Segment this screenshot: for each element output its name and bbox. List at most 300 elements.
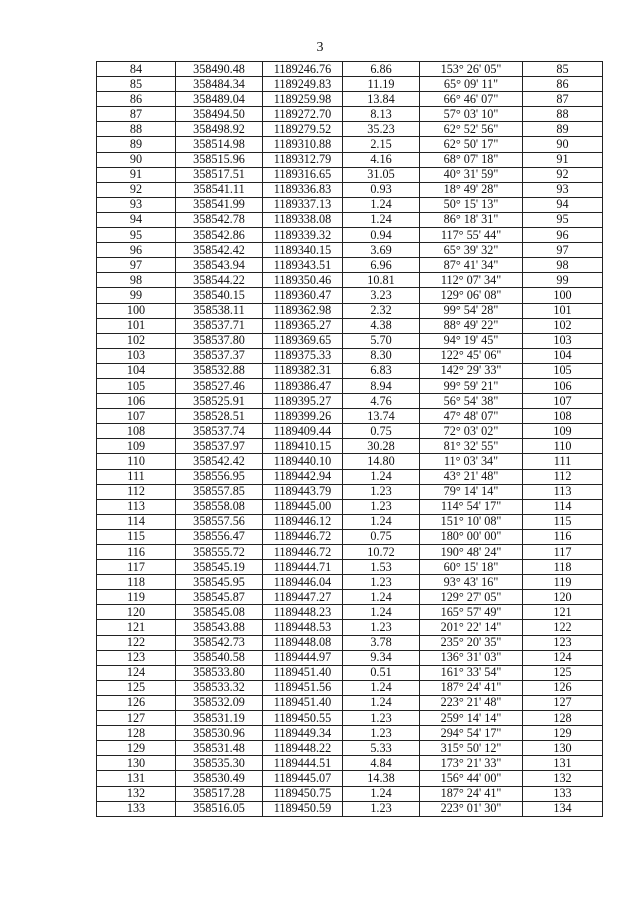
point-number-cell: 106 xyxy=(97,394,176,409)
y-coordinate-cell: 1189445.07 xyxy=(263,771,343,786)
table-row xyxy=(97,605,603,620)
x-coordinate-cell: 358557.56 xyxy=(176,514,263,529)
distance-cell: 0.93 xyxy=(343,182,420,197)
bearing-cell: 156° 44' 00" xyxy=(420,771,523,786)
bearing-cell: 187° 24' 41" xyxy=(420,786,523,801)
y-coordinate-cell: 1189446.12 xyxy=(263,514,343,529)
next-point-cell: 100 xyxy=(523,288,603,303)
y-coordinate-cell: 1189446.72 xyxy=(263,529,343,544)
next-point-cell: 87 xyxy=(523,92,603,107)
bearing-cell: 94° 19' 45" xyxy=(420,333,523,348)
bearing-cell: 151° 10' 08" xyxy=(420,514,523,529)
next-point-cell: 113 xyxy=(523,484,603,499)
distance-cell: 6.96 xyxy=(343,258,420,273)
x-coordinate-cell: 358542.73 xyxy=(176,635,263,650)
table-row xyxy=(97,62,603,77)
next-point-cell: 86 xyxy=(523,77,603,92)
bearing-cell: 315° 50' 12" xyxy=(420,741,523,756)
distance-cell: 13.74 xyxy=(343,409,420,424)
distance-cell: 1.23 xyxy=(343,620,420,635)
point-number-cell: 91 xyxy=(97,167,176,182)
next-point-cell: 120 xyxy=(523,590,603,605)
point-number-cell: 110 xyxy=(97,454,176,469)
point-number-cell: 115 xyxy=(97,529,176,544)
distance-cell: 1.23 xyxy=(343,711,420,726)
x-coordinate-cell: 358531.48 xyxy=(176,741,263,756)
bearing-cell: 93° 43' 16" xyxy=(420,575,523,590)
bearing-cell: 235° 20' 35" xyxy=(420,635,523,650)
x-coordinate-cell: 358545.08 xyxy=(176,605,263,620)
table-row xyxy=(97,635,603,650)
point-number-cell: 117 xyxy=(97,560,176,575)
next-point-cell: 121 xyxy=(523,605,603,620)
y-coordinate-cell: 1189448.22 xyxy=(263,741,343,756)
point-number-cell: 114 xyxy=(97,514,176,529)
table-body xyxy=(97,62,603,817)
point-number-cell: 86 xyxy=(97,92,176,107)
table-row xyxy=(97,318,603,333)
table-row xyxy=(97,258,603,273)
x-coordinate-cell: 358532.09 xyxy=(176,695,263,710)
bearing-cell: 65° 39' 32" xyxy=(420,243,523,258)
x-coordinate-cell: 358537.71 xyxy=(176,318,263,333)
distance-cell: 1.23 xyxy=(343,575,420,590)
next-point-cell: 133 xyxy=(523,786,603,801)
table-row xyxy=(97,137,603,152)
y-coordinate-cell: 1189310.88 xyxy=(263,137,343,152)
distance-cell: 1.53 xyxy=(343,560,420,575)
x-coordinate-cell: 358537.97 xyxy=(176,439,263,454)
distance-cell: 6.83 xyxy=(343,363,420,378)
x-coordinate-cell: 358542.42 xyxy=(176,454,263,469)
point-number-cell: 111 xyxy=(97,469,176,484)
table-row xyxy=(97,348,603,363)
x-coordinate-cell: 358531.19 xyxy=(176,711,263,726)
y-coordinate-cell: 1189442.94 xyxy=(263,469,343,484)
point-number-cell: 89 xyxy=(97,137,176,152)
table-row xyxy=(97,786,603,801)
table-row xyxy=(97,122,603,137)
bearing-cell: 66° 46' 07" xyxy=(420,92,523,107)
y-coordinate-cell: 1189259.98 xyxy=(263,92,343,107)
bearing-cell: 79° 14' 14" xyxy=(420,484,523,499)
x-coordinate-cell: 358545.87 xyxy=(176,590,263,605)
bearing-cell: 112° 07' 34" xyxy=(420,273,523,288)
point-number-cell: 132 xyxy=(97,786,176,801)
distance-cell: 9.34 xyxy=(343,650,420,665)
next-point-cell: 119 xyxy=(523,575,603,590)
x-coordinate-cell: 358555.72 xyxy=(176,545,263,560)
next-point-cell: 129 xyxy=(523,726,603,741)
x-coordinate-cell: 358490.48 xyxy=(176,62,263,77)
bearing-cell: 99° 59' 21" xyxy=(420,378,523,393)
distance-cell: 0.75 xyxy=(343,424,420,439)
table-row xyxy=(97,273,603,288)
bearing-cell: 223° 21' 48" xyxy=(420,695,523,710)
bearing-cell: 81° 32' 55" xyxy=(420,439,523,454)
bearing-cell: 65° 09' 11" xyxy=(420,77,523,92)
y-coordinate-cell: 1189447.27 xyxy=(263,590,343,605)
x-coordinate-cell: 358537.37 xyxy=(176,348,263,363)
x-coordinate-cell: 358544.22 xyxy=(176,273,263,288)
distance-cell: 0.75 xyxy=(343,529,420,544)
next-point-cell: 99 xyxy=(523,273,603,288)
bearing-cell: 56° 54' 38" xyxy=(420,394,523,409)
table-row xyxy=(97,333,603,348)
table-row xyxy=(97,801,603,816)
x-coordinate-cell: 358517.51 xyxy=(176,167,263,182)
bearing-cell: 87° 41' 34" xyxy=(420,258,523,273)
distance-cell: 0.94 xyxy=(343,228,420,243)
y-coordinate-cell: 1189249.83 xyxy=(263,77,343,92)
bearing-cell: 294° 54' 17" xyxy=(420,726,523,741)
distance-cell: 1.24 xyxy=(343,469,420,484)
table-row xyxy=(97,394,603,409)
distance-cell: 3.23 xyxy=(343,288,420,303)
y-coordinate-cell: 1189449.34 xyxy=(263,726,343,741)
next-point-cell: 126 xyxy=(523,680,603,695)
next-point-cell: 90 xyxy=(523,137,603,152)
next-point-cell: 110 xyxy=(523,439,603,454)
next-point-cell: 114 xyxy=(523,499,603,514)
distance-cell: 1.24 xyxy=(343,695,420,710)
distance-cell: 30.28 xyxy=(343,439,420,454)
distance-cell: 1.23 xyxy=(343,484,420,499)
next-point-cell: 130 xyxy=(523,741,603,756)
x-coordinate-cell: 358489.04 xyxy=(176,92,263,107)
point-number-cell: 98 xyxy=(97,273,176,288)
next-point-cell: 85 xyxy=(523,62,603,77)
y-coordinate-cell: 1189246.76 xyxy=(263,62,343,77)
x-coordinate-cell: 358516.05 xyxy=(176,801,263,816)
point-number-cell: 120 xyxy=(97,605,176,620)
bearing-cell: 142° 29' 33" xyxy=(420,363,523,378)
table-row xyxy=(97,469,603,484)
point-number-cell: 88 xyxy=(97,122,176,137)
point-number-cell: 96 xyxy=(97,243,176,258)
x-coordinate-cell: 358484.34 xyxy=(176,77,263,92)
y-coordinate-cell: 1189443.79 xyxy=(263,484,343,499)
table-row xyxy=(97,107,603,122)
point-number-cell: 130 xyxy=(97,756,176,771)
bearing-cell: 43° 21' 48" xyxy=(420,469,523,484)
next-point-cell: 92 xyxy=(523,167,603,182)
next-point-cell: 107 xyxy=(523,394,603,409)
distance-cell: 4.38 xyxy=(343,318,420,333)
next-point-cell: 96 xyxy=(523,228,603,243)
x-coordinate-cell: 358556.95 xyxy=(176,469,263,484)
y-coordinate-cell: 1189365.27 xyxy=(263,318,343,333)
y-coordinate-cell: 1189316.65 xyxy=(263,167,343,182)
x-coordinate-cell: 358537.80 xyxy=(176,333,263,348)
table-row xyxy=(97,560,603,575)
y-coordinate-cell: 1189446.72 xyxy=(263,545,343,560)
distance-cell: 1.23 xyxy=(343,499,420,514)
distance-cell: 1.24 xyxy=(343,212,420,227)
next-point-cell: 97 xyxy=(523,243,603,258)
table-row xyxy=(97,711,603,726)
next-point-cell: 124 xyxy=(523,650,603,665)
next-point-cell: 108 xyxy=(523,409,603,424)
x-coordinate-cell: 358540.58 xyxy=(176,650,263,665)
next-point-cell: 123 xyxy=(523,635,603,650)
x-coordinate-cell: 358517.28 xyxy=(176,786,263,801)
y-coordinate-cell: 1189444.97 xyxy=(263,650,343,665)
table-row xyxy=(97,484,603,499)
next-point-cell: 118 xyxy=(523,560,603,575)
bearing-cell: 60° 15' 18" xyxy=(420,560,523,575)
point-number-cell: 101 xyxy=(97,318,176,333)
point-number-cell: 116 xyxy=(97,545,176,560)
point-number-cell: 113 xyxy=(97,499,176,514)
bearing-cell: 86° 18' 31" xyxy=(420,212,523,227)
x-coordinate-cell: 358545.19 xyxy=(176,560,263,575)
next-point-cell: 95 xyxy=(523,212,603,227)
y-coordinate-cell: 1189448.08 xyxy=(263,635,343,650)
point-number-cell: 94 xyxy=(97,212,176,227)
point-number-cell: 112 xyxy=(97,484,176,499)
table-row xyxy=(97,680,603,695)
distance-cell: 1.23 xyxy=(343,726,420,741)
table-row xyxy=(97,197,603,212)
distance-cell: 3.69 xyxy=(343,243,420,258)
bearing-cell: 99° 54' 28" xyxy=(420,303,523,318)
bearing-cell: 153° 26' 05" xyxy=(420,62,523,77)
point-number-cell: 109 xyxy=(97,439,176,454)
next-point-cell: 109 xyxy=(523,424,603,439)
x-coordinate-cell: 358498.92 xyxy=(176,122,263,137)
next-point-cell: 122 xyxy=(523,620,603,635)
point-number-cell: 126 xyxy=(97,695,176,710)
distance-cell: 8.94 xyxy=(343,378,420,393)
y-coordinate-cell: 1189312.79 xyxy=(263,152,343,167)
table-row xyxy=(97,439,603,454)
distance-cell: 1.24 xyxy=(343,786,420,801)
table-row xyxy=(97,756,603,771)
coordinates-table xyxy=(96,61,603,817)
next-point-cell: 98 xyxy=(523,258,603,273)
y-coordinate-cell: 1189395.27 xyxy=(263,394,343,409)
y-coordinate-cell: 1189343.51 xyxy=(263,258,343,273)
point-number-cell: 93 xyxy=(97,197,176,212)
table-row xyxy=(97,182,603,197)
bearing-cell: 187° 24' 41" xyxy=(420,680,523,695)
table-row xyxy=(97,620,603,635)
distance-cell: 1.24 xyxy=(343,197,420,212)
bearing-cell: 259° 14' 14" xyxy=(420,711,523,726)
bearing-cell: 173° 21' 33" xyxy=(420,756,523,771)
x-coordinate-cell: 358533.80 xyxy=(176,665,263,680)
y-coordinate-cell: 1189279.52 xyxy=(263,122,343,137)
point-number-cell: 128 xyxy=(97,726,176,741)
y-coordinate-cell: 1189369.65 xyxy=(263,333,343,348)
x-coordinate-cell: 358528.51 xyxy=(176,409,263,424)
next-point-cell: 125 xyxy=(523,665,603,680)
point-number-cell: 107 xyxy=(97,409,176,424)
y-coordinate-cell: 1189444.51 xyxy=(263,756,343,771)
x-coordinate-cell: 358530.49 xyxy=(176,771,263,786)
distance-cell: 2.32 xyxy=(343,303,420,318)
table-row xyxy=(97,378,603,393)
next-point-cell: 111 xyxy=(523,454,603,469)
distance-cell: 31.05 xyxy=(343,167,420,182)
next-point-cell: 104 xyxy=(523,348,603,363)
next-point-cell: 105 xyxy=(523,363,603,378)
distance-cell: 11.19 xyxy=(343,77,420,92)
point-number-cell: 118 xyxy=(97,575,176,590)
x-coordinate-cell: 358494.50 xyxy=(176,107,263,122)
point-number-cell: 90 xyxy=(97,152,176,167)
y-coordinate-cell: 1189337.13 xyxy=(263,197,343,212)
next-point-cell: 132 xyxy=(523,771,603,786)
point-number-cell: 105 xyxy=(97,378,176,393)
y-coordinate-cell: 1189336.83 xyxy=(263,182,343,197)
x-coordinate-cell: 358530.96 xyxy=(176,726,263,741)
table-row xyxy=(97,514,603,529)
x-coordinate-cell: 358535.30 xyxy=(176,756,263,771)
bearing-cell: 165° 57' 49" xyxy=(420,605,523,620)
distance-cell: 35.23 xyxy=(343,122,420,137)
table-row xyxy=(97,92,603,107)
x-coordinate-cell: 358532.88 xyxy=(176,363,263,378)
point-number-cell: 104 xyxy=(97,363,176,378)
y-coordinate-cell: 1189362.98 xyxy=(263,303,343,318)
y-coordinate-cell: 1189446.04 xyxy=(263,575,343,590)
distance-cell: 8.30 xyxy=(343,348,420,363)
next-point-cell: 106 xyxy=(523,378,603,393)
point-number-cell: 131 xyxy=(97,771,176,786)
y-coordinate-cell: 1189451.40 xyxy=(263,665,343,680)
table-row xyxy=(97,771,603,786)
table-row xyxy=(97,77,603,92)
bearing-cell: 40° 31' 59" xyxy=(420,167,523,182)
next-point-cell: 101 xyxy=(523,303,603,318)
bearing-cell: 201° 22' 14" xyxy=(420,620,523,635)
next-point-cell: 116 xyxy=(523,529,603,544)
y-coordinate-cell: 1189451.40 xyxy=(263,695,343,710)
point-number-cell: 125 xyxy=(97,680,176,695)
next-point-cell: 131 xyxy=(523,756,603,771)
table-row xyxy=(97,424,603,439)
point-number-cell: 108 xyxy=(97,424,176,439)
next-point-cell: 115 xyxy=(523,514,603,529)
y-coordinate-cell: 1189450.55 xyxy=(263,711,343,726)
distance-cell: 1.24 xyxy=(343,514,420,529)
distance-cell: 10.72 xyxy=(343,545,420,560)
bearing-cell: 11° 03' 34" xyxy=(420,454,523,469)
distance-cell: 4.16 xyxy=(343,152,420,167)
table-row xyxy=(97,726,603,741)
bearing-cell: 129° 06' 08" xyxy=(420,288,523,303)
point-number-cell: 133 xyxy=(97,801,176,816)
bearing-cell: 18° 49' 28" xyxy=(420,182,523,197)
x-coordinate-cell: 358543.94 xyxy=(176,258,263,273)
point-number-cell: 122 xyxy=(97,635,176,650)
distance-cell: 1.24 xyxy=(343,680,420,695)
point-number-cell: 84 xyxy=(97,62,176,77)
point-number-cell: 119 xyxy=(97,590,176,605)
y-coordinate-cell: 1189272.70 xyxy=(263,107,343,122)
y-coordinate-cell: 1189386.47 xyxy=(263,378,343,393)
next-point-cell: 88 xyxy=(523,107,603,122)
point-number-cell: 103 xyxy=(97,348,176,363)
y-coordinate-cell: 1189445.00 xyxy=(263,499,343,514)
table-row xyxy=(97,545,603,560)
distance-cell: 10.81 xyxy=(343,273,420,288)
point-number-cell: 123 xyxy=(97,650,176,665)
distance-cell: 4.84 xyxy=(343,756,420,771)
distance-cell: 4.76 xyxy=(343,394,420,409)
y-coordinate-cell: 1189444.71 xyxy=(263,560,343,575)
next-point-cell: 91 xyxy=(523,152,603,167)
y-coordinate-cell: 1189440.10 xyxy=(263,454,343,469)
table-row xyxy=(97,167,603,182)
y-coordinate-cell: 1189409.44 xyxy=(263,424,343,439)
y-coordinate-cell: 1189350.46 xyxy=(263,273,343,288)
x-coordinate-cell: 358542.78 xyxy=(176,212,263,227)
table-row xyxy=(97,499,603,514)
distance-cell: 3.78 xyxy=(343,635,420,650)
bearing-cell: 68° 07' 18" xyxy=(420,152,523,167)
next-point-cell: 103 xyxy=(523,333,603,348)
point-number-cell: 99 xyxy=(97,288,176,303)
table-row xyxy=(97,152,603,167)
bearing-cell: 62° 52' 56" xyxy=(420,122,523,137)
bearing-cell: 129° 27' 05" xyxy=(420,590,523,605)
distance-cell: 1.24 xyxy=(343,590,420,605)
table-row xyxy=(97,741,603,756)
next-point-cell: 89 xyxy=(523,122,603,137)
point-number-cell: 102 xyxy=(97,333,176,348)
x-coordinate-cell: 358525.91 xyxy=(176,394,263,409)
bearing-cell: 223° 01' 30" xyxy=(420,801,523,816)
table-row xyxy=(97,409,603,424)
next-point-cell: 93 xyxy=(523,182,603,197)
table-row xyxy=(97,575,603,590)
x-coordinate-cell: 358556.47 xyxy=(176,529,263,544)
bearing-cell: 50° 15' 13" xyxy=(420,197,523,212)
table-row xyxy=(97,288,603,303)
distance-cell: 1.23 xyxy=(343,801,420,816)
next-point-cell: 134 xyxy=(523,801,603,816)
table-row xyxy=(97,529,603,544)
point-number-cell: 124 xyxy=(97,665,176,680)
bearing-cell: 190° 48' 24" xyxy=(420,545,523,560)
next-point-cell: 127 xyxy=(523,695,603,710)
distance-cell: 2.15 xyxy=(343,137,420,152)
point-number-cell: 129 xyxy=(97,741,176,756)
point-number-cell: 100 xyxy=(97,303,176,318)
distance-cell: 5.70 xyxy=(343,333,420,348)
bearing-cell: 72° 03' 02" xyxy=(420,424,523,439)
table-row xyxy=(97,695,603,710)
next-point-cell: 102 xyxy=(523,318,603,333)
y-coordinate-cell: 1189375.33 xyxy=(263,348,343,363)
bearing-cell: 180° 00' 00" xyxy=(420,529,523,544)
bearing-cell: 117° 55' 44" xyxy=(420,228,523,243)
table-row xyxy=(97,303,603,318)
y-coordinate-cell: 1189399.26 xyxy=(263,409,343,424)
point-number-cell: 87 xyxy=(97,107,176,122)
table-row xyxy=(97,454,603,469)
distance-cell: 14.38 xyxy=(343,771,420,786)
y-coordinate-cell: 1189382.31 xyxy=(263,363,343,378)
distance-cell: 5.33 xyxy=(343,741,420,756)
x-coordinate-cell: 358542.42 xyxy=(176,243,263,258)
distance-cell: 8.13 xyxy=(343,107,420,122)
y-coordinate-cell: 1189340.15 xyxy=(263,243,343,258)
bearing-cell: 57° 03' 10" xyxy=(420,107,523,122)
